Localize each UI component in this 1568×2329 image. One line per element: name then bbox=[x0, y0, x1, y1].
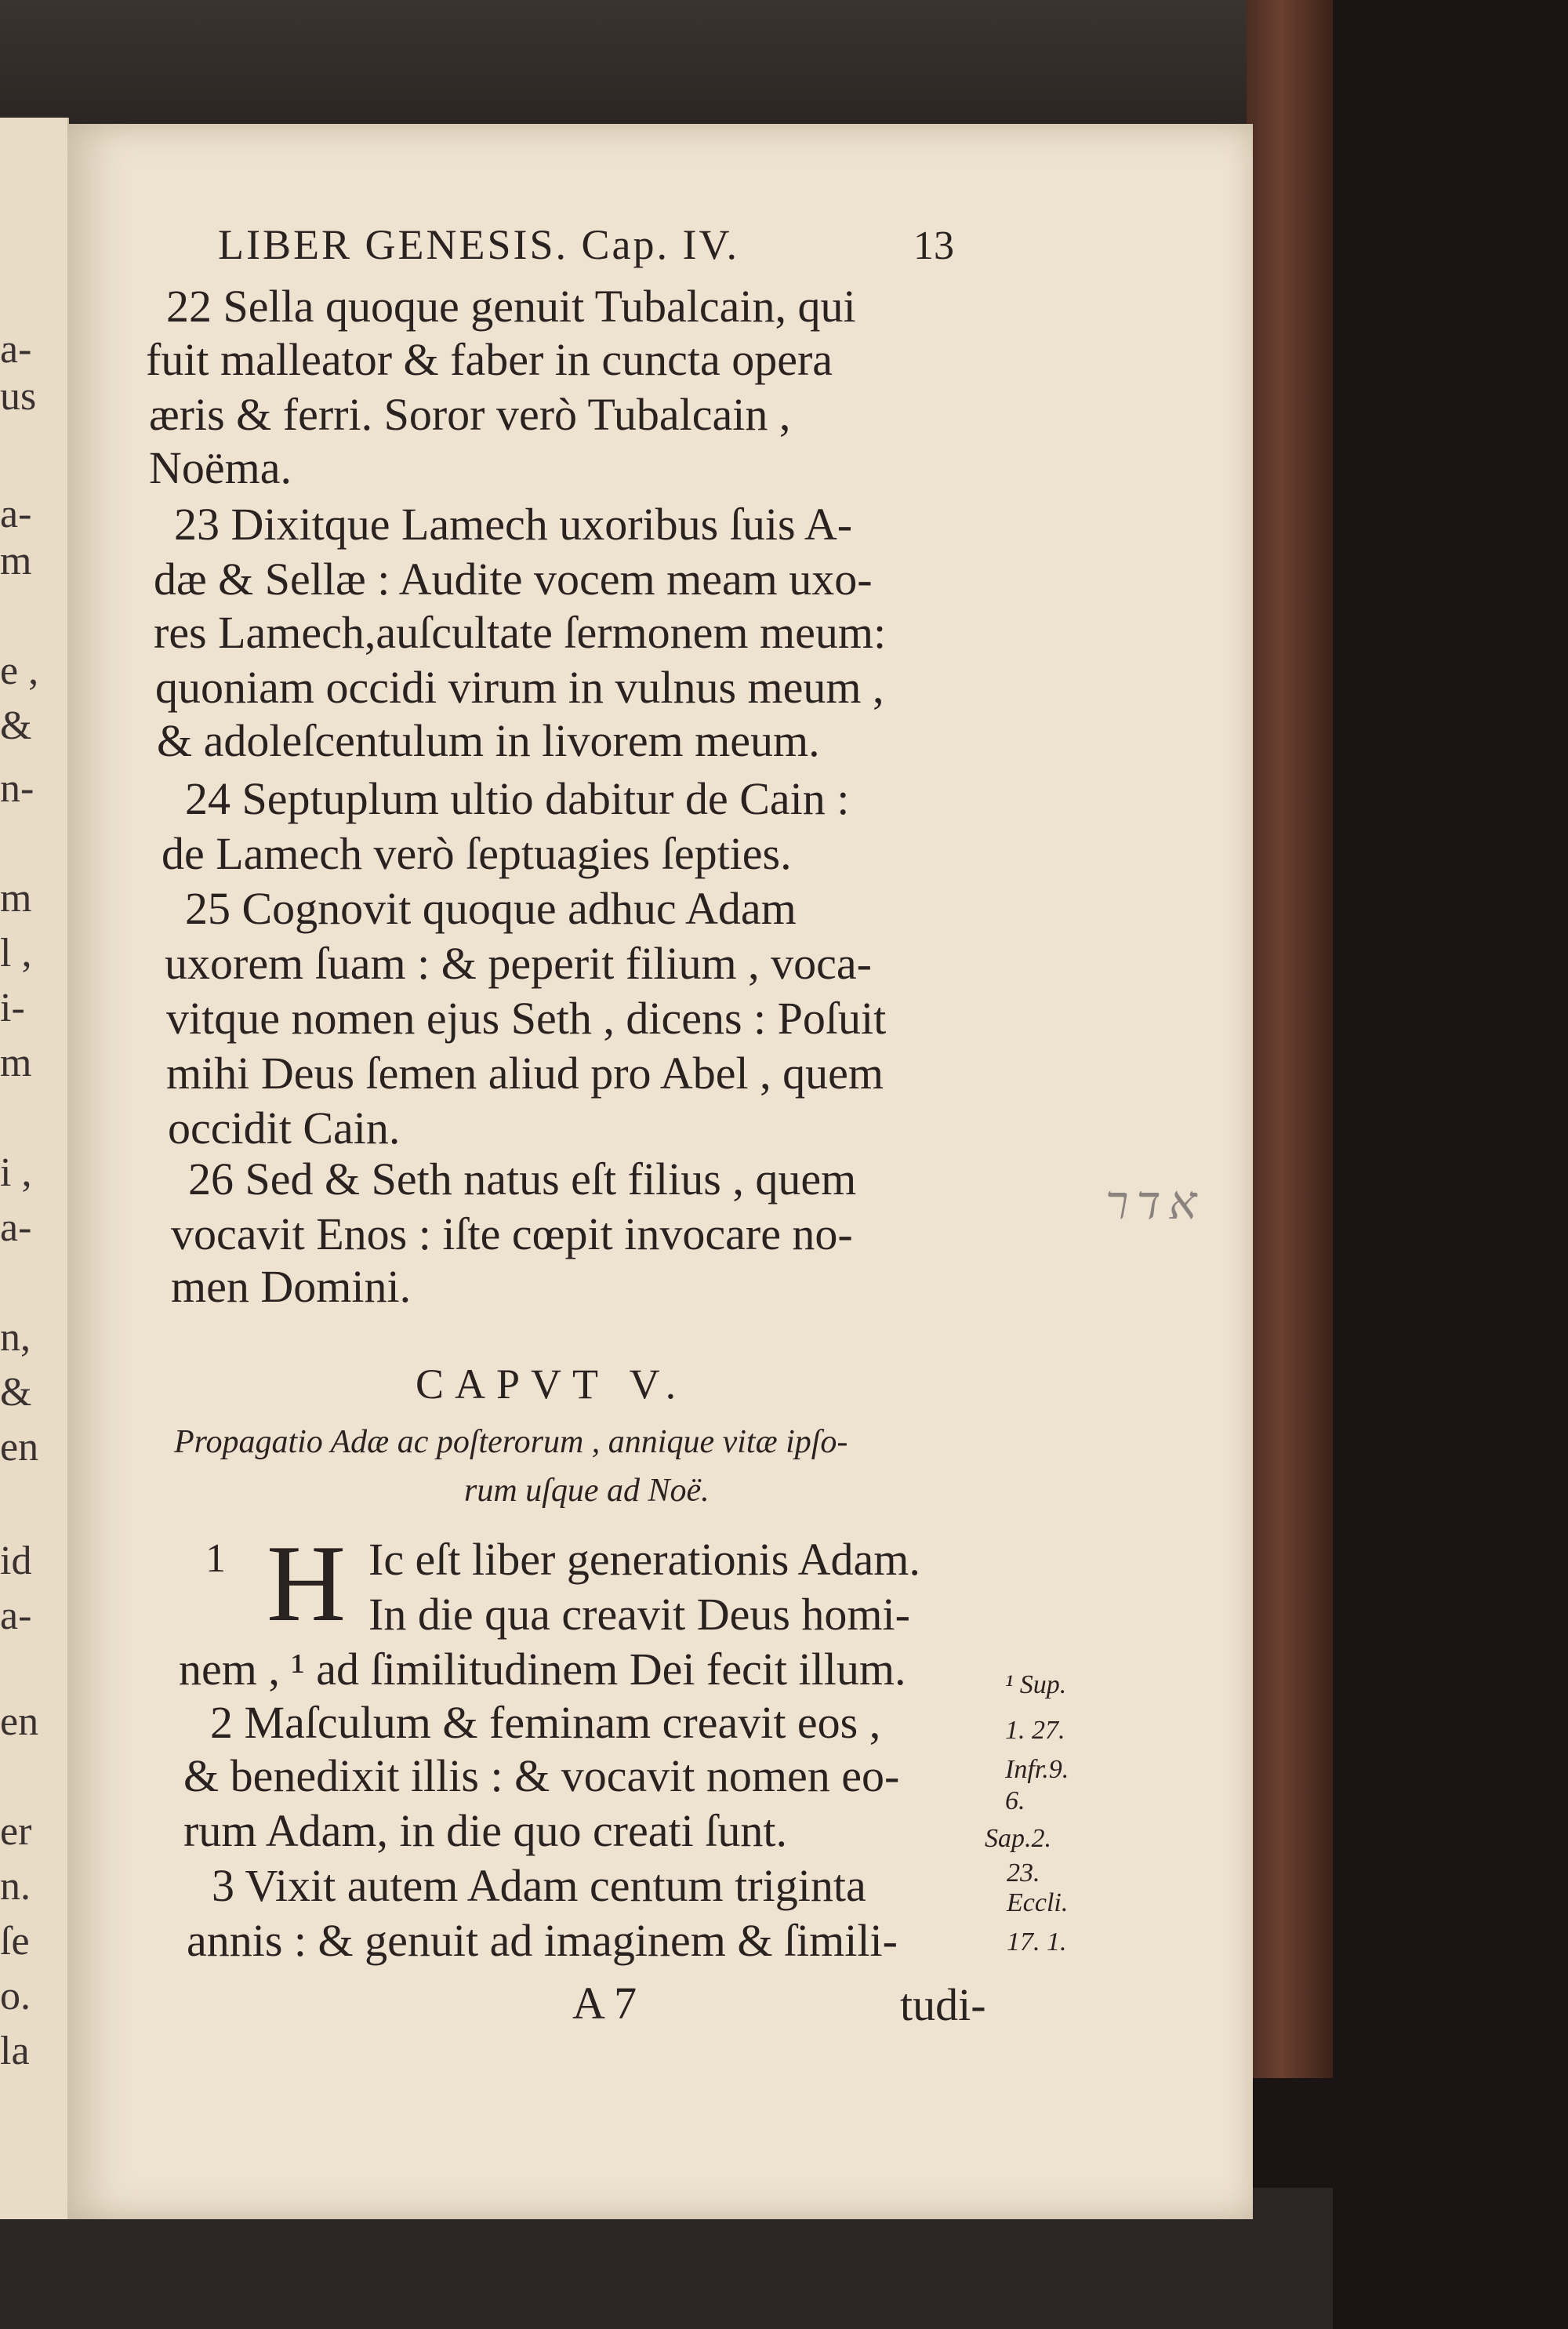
left-page-fragment: ſe bbox=[0, 1919, 30, 1964]
running-title: LIBER GENESIS. Cap. IV. bbox=[218, 221, 740, 268]
left-page-fragment: & bbox=[0, 1370, 32, 1415]
left-facing-page bbox=[0, 118, 69, 2219]
text-line: dæ & Sellæ : Audite vocem meam uxo- bbox=[154, 554, 873, 605]
left-page-fragment: a- bbox=[0, 327, 32, 372]
text-line: nem , ¹ ad ſimilitudinem Dei fecit illum. bbox=[179, 1644, 906, 1695]
text-line: In die qua creavit Deus homi- bbox=[368, 1589, 910, 1640]
chapter-summary: Propagatio Adæ ac poſterorum , annique vitæ ipſo- bbox=[174, 1424, 848, 1460]
chapter-title: CAPVT V. bbox=[416, 1361, 688, 1408]
margin-note: Infr.9. bbox=[1005, 1755, 1069, 1784]
text-line: 24 Septuplum ultio dabitur de Cain : bbox=[185, 773, 850, 824]
left-page-fragment: m bbox=[0, 1041, 32, 1085]
signature-mark: A 7 bbox=[572, 1978, 637, 2029]
left-page-fragment: i , bbox=[0, 1150, 32, 1195]
text-line: Ic eſt liber generationis Adam. bbox=[368, 1534, 920, 1585]
text-line: de Lamech verò ſeptuagies ſepties. bbox=[162, 828, 792, 879]
left-page-fragment: e , bbox=[0, 649, 39, 693]
text-line: 26 Sed & Seth natus eſt filius , quem bbox=[188, 1154, 857, 1204]
margin-note: 17. 1. bbox=[1007, 1928, 1067, 1957]
text-line: 25 Cognovit quoque adhuc Adam bbox=[185, 883, 797, 934]
left-page-fragment: en bbox=[0, 1425, 39, 1470]
margin-note: Eccli. bbox=[1007, 1888, 1069, 1917]
verse-number: 1 bbox=[205, 1536, 226, 1581]
left-page-fragment: a- bbox=[0, 1205, 32, 1250]
text-line: vocavit Enos : iſte cœpit invocare no- bbox=[171, 1208, 853, 1259]
left-page-fragment: & bbox=[0, 703, 32, 748]
left-page-fragment: o. bbox=[0, 1974, 31, 2018]
margin-note: ¹ Sup. bbox=[1005, 1670, 1067, 1699]
left-page-fragment: m bbox=[0, 876, 32, 921]
left-page-fragment: er bbox=[0, 1809, 32, 1854]
text-line: rum Adam, in die quo creati ſunt. bbox=[183, 1805, 787, 1856]
left-page-fragment: us bbox=[0, 374, 37, 419]
chapter-summary: rum uſque ad Noë. bbox=[464, 1473, 710, 1509]
left-page-fragment: a- bbox=[0, 492, 32, 536]
handwritten-annotation: אדר bbox=[1105, 1177, 1205, 1229]
text-line: fuit malleator & faber in cuncta opera bbox=[146, 334, 833, 385]
left-page-fragment: n- bbox=[0, 766, 34, 811]
text-line: mihi Deus ſemen aliud pro Abel , quem bbox=[166, 1048, 884, 1099]
text-line: Noëma. bbox=[149, 442, 292, 493]
catchword: tudi- bbox=[900, 1979, 986, 2030]
left-page-fragment: a- bbox=[0, 1593, 32, 1638]
drop-cap: H bbox=[267, 1523, 347, 1644]
text-line: annis : & genuit ad imaginem & ſimili- bbox=[187, 1915, 898, 1966]
text-line: 2 Maſculum & feminam creavit eos , bbox=[210, 1697, 881, 1748]
text-line: occidit Cain. bbox=[168, 1103, 401, 1154]
text-line: 3 Vixit autem Adam centum triginta bbox=[212, 1860, 866, 1911]
book-cover-edge bbox=[1247, 0, 1333, 2078]
text-line: uxorem ſuam : & peperit filium , voca- bbox=[165, 938, 872, 989]
text-line: & adoleſcentulum in livorem meum. bbox=[157, 715, 820, 766]
text-line: 22 Sella quoque genuit Tubalcain, qui bbox=[166, 281, 856, 332]
text-line: vitque nomen ejus Seth , dicens : Poſuit bbox=[166, 993, 887, 1044]
left-page-fragment: i- bbox=[0, 986, 25, 1030]
page-number: 13 bbox=[913, 223, 954, 268]
text-line: æris & ferri. Soror verò Tubalcain , bbox=[149, 389, 791, 440]
left-page-fragment: n. bbox=[0, 1864, 31, 1909]
text-line: quoniam occidi virum in vulnus meum , bbox=[155, 662, 884, 713]
margin-note: 23. bbox=[1007, 1858, 1040, 1888]
left-page-fragment: la bbox=[0, 2029, 30, 2073]
text-line: men Domini. bbox=[171, 1261, 412, 1312]
text-line: & benedixit illis : & vocavit nomen eo- bbox=[183, 1750, 900, 1801]
text-line: 23 Dixitque Lamech uxoribus ſuis A- bbox=[174, 499, 853, 550]
text-line: res Lamech,auſcultate ſermonem meum: bbox=[154, 607, 887, 658]
left-page-fragment: n, bbox=[0, 1315, 31, 1360]
left-page-fragment: l , bbox=[0, 931, 32, 976]
margin-note: 6. bbox=[1005, 1786, 1025, 1815]
book-top-edge bbox=[0, 0, 1254, 133]
left-page-fragment: id bbox=[0, 1539, 32, 1583]
margin-note: Sap.2. bbox=[985, 1824, 1051, 1853]
left-page-fragment: en bbox=[0, 1699, 39, 1744]
left-page-fragment: m bbox=[0, 539, 32, 583]
margin-note: 1. 27. bbox=[1005, 1716, 1065, 1745]
